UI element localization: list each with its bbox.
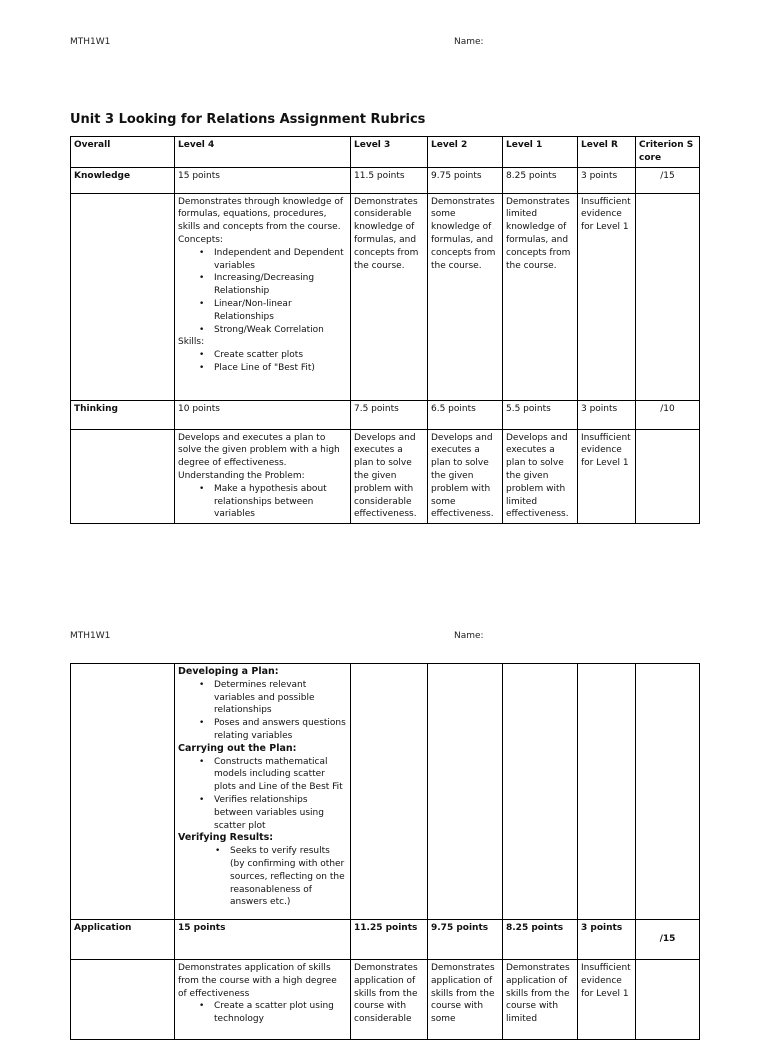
list-item: • Place Line of "Best Fit)	[214, 362, 347, 375]
application-desc-score	[636, 960, 700, 1040]
name-label: Name:	[454, 37, 484, 47]
knowledge-score: /15	[636, 167, 700, 193]
list-item: • Increasing/Decreasing Relationship	[214, 272, 347, 298]
course-code: MTH1W1	[70, 37, 111, 47]
thinking-points-l4: 10 points	[175, 400, 351, 429]
verifying-list	[178, 845, 347, 909]
application-points-l4: 15 points	[175, 920, 351, 960]
thinking-cont-score	[636, 664, 700, 920]
rubric-table-page1	[70, 136, 700, 524]
header-level-1: Level 1	[503, 137, 578, 168]
thinking-desc-lr: Insufficient evidence for Level 1	[578, 429, 636, 524]
thinking-desc-blank	[71, 429, 175, 524]
thinking-cont-lr	[578, 664, 636, 920]
rubric-table-page2	[70, 663, 700, 1040]
application-score: /15	[636, 920, 700, 960]
knowledge-points-l1: 8.25 points	[503, 167, 578, 193]
understanding-label: Understanding the Problem:	[178, 470, 305, 481]
list-item: • Create a scatter plot using technology	[214, 1000, 347, 1026]
application-desc-lr: Insufficient evidence for Level 1	[578, 960, 636, 1040]
understanding-list	[178, 483, 347, 521]
knowledge-points-lr: 3 points	[578, 167, 636, 193]
thinking-points-row	[71, 400, 700, 429]
knowledge-points-row	[71, 167, 700, 193]
application-intro: Demonstrates application of skills from the course with a high degree of effectiveness	[178, 963, 337, 999]
page-title: Unit 3 Looking for Relations Assignment Rubrics	[70, 112, 426, 127]
header-level-r: Level R	[578, 137, 636, 168]
knowledge-points-l4: 15 points	[175, 167, 351, 193]
thinking-score: /10	[636, 400, 700, 429]
thinking-points-l2: 6.5 points	[428, 400, 503, 429]
application-desc-blank	[71, 960, 175, 1040]
header-row	[71, 137, 700, 168]
thinking-intro: Develops and executes a plan to solve the given problem with a high degree of effectiveness.	[178, 432, 340, 469]
application-desc-l4	[175, 960, 351, 1040]
knowledge-desc-blank	[71, 193, 175, 400]
list-item: • Make a hypothesis about relationships between variables	[214, 483, 347, 521]
knowledge-label: Knowledge	[71, 167, 175, 193]
application-desc-l1: Demonstrates application of skills from the course with limited	[503, 960, 578, 1040]
concepts-list	[178, 247, 347, 337]
list-item: • Independent and Dependent variables	[214, 247, 347, 273]
application-points-l3: 11.25 points	[351, 920, 428, 960]
developing-list	[178, 679, 347, 743]
carrying-label: Carrying out the Plan:	[178, 742, 297, 754]
application-desc-l3: Demonstrates application of skills from the course with considerable	[351, 960, 428, 1040]
thinking-desc-row	[71, 429, 700, 524]
header-level-4: Level 4	[175, 137, 351, 168]
application-desc-l2: Demonstrates application of skills from the course with some	[428, 960, 503, 1040]
thinking-cont-l3	[351, 664, 428, 920]
header-overall: Overall	[71, 137, 175, 168]
list-item: • Poses and answers questions relating variables	[214, 717, 347, 743]
thinking-cont-l1	[503, 664, 578, 920]
list-item: • Seeks to verify results (by confirming with other sources, reflecting on the reasonableness of answers etc.)	[230, 845, 347, 909]
thinking-desc-l3: Develops and executes a plan to solve the given problem with considerable effectiveness.	[351, 429, 428, 524]
knowledge-points-l3: 11.5 points	[351, 167, 428, 193]
application-points-l2: 9.75 points	[428, 920, 503, 960]
thinking-desc-l2: Develops and executes a plan to solve the given problem with some effectiveness.	[428, 429, 503, 524]
knowledge-desc-lr: Insufficient evidence for Level 1	[578, 193, 636, 400]
list-item: • Constructs mathematical models including scatter plots and Line of the Best Fit	[214, 756, 347, 794]
list-item: • Strong/Weak Correlation	[214, 324, 347, 337]
application-desc-row	[71, 960, 700, 1040]
thinking-desc-l1: Develops and executes a plan to solve the given problem with limited effectiveness.	[503, 429, 578, 524]
thinking-desc-score-blank	[636, 429, 700, 524]
list-item: • Determines relevant variables and possible relationships	[214, 679, 347, 717]
thinking-label: Thinking	[71, 400, 175, 429]
list-item: • Verifies relationships between variables using scatter plot	[214, 794, 347, 832]
thinking-cont-l2	[428, 664, 503, 920]
application-points-l1: 8.25 points	[503, 920, 578, 960]
header-level-3: Level 3	[351, 137, 428, 168]
developing-label: Developing a Plan:	[178, 666, 279, 677]
application-points-lr: 3 points	[578, 920, 636, 960]
knowledge-desc-l1: Demonstrates limited knowledge of formulas, and concepts from the course.	[503, 193, 578, 400]
list-item: • Linear/Non-linear Relationships	[214, 298, 347, 324]
thinking-desc-l4	[175, 429, 351, 524]
thinking-cont-row	[71, 664, 700, 920]
list-item: • Create scatter plots	[214, 349, 347, 362]
header-level-2: Level 2	[428, 137, 503, 168]
application-label: Application	[71, 920, 175, 960]
knowledge-desc-score-blank	[636, 193, 700, 400]
thinking-points-lr: 3 points	[578, 400, 636, 429]
thinking-points-l3: 7.5 points	[351, 400, 428, 429]
knowledge-desc-row	[71, 193, 700, 400]
skills-list	[178, 349, 347, 375]
application-points-row	[71, 920, 700, 960]
knowledge-desc-l4	[175, 193, 351, 400]
thinking-points-l1: 5.5 points	[503, 400, 578, 429]
concepts-label: Concepts:	[178, 234, 223, 245]
skills-label: Skills:	[178, 337, 205, 348]
knowledge-intro: Demonstrates through knowledge of formulas, equations, procedures, skills and concepts from the course.	[178, 196, 344, 233]
thinking-cont-l4	[175, 664, 351, 920]
carrying-list	[178, 756, 347, 833]
knowledge-points-l2: 9.75 points	[428, 167, 503, 193]
header-criterion-score: Criterion Score	[636, 137, 700, 168]
knowledge-desc-l2: Demonstrates some knowledge of formulas, and concepts from the course.	[428, 193, 503, 400]
name-label-page2: Name:	[454, 631, 484, 641]
verifying-label: Verifying Results:	[178, 832, 274, 844]
thinking-cont-blank	[71, 664, 175, 920]
course-code-page2: MTH1W1	[70, 631, 111, 641]
knowledge-desc-l3: Demonstrates considerable knowledge of formulas, and concepts from the course.	[351, 193, 428, 400]
application-list	[178, 1000, 347, 1026]
